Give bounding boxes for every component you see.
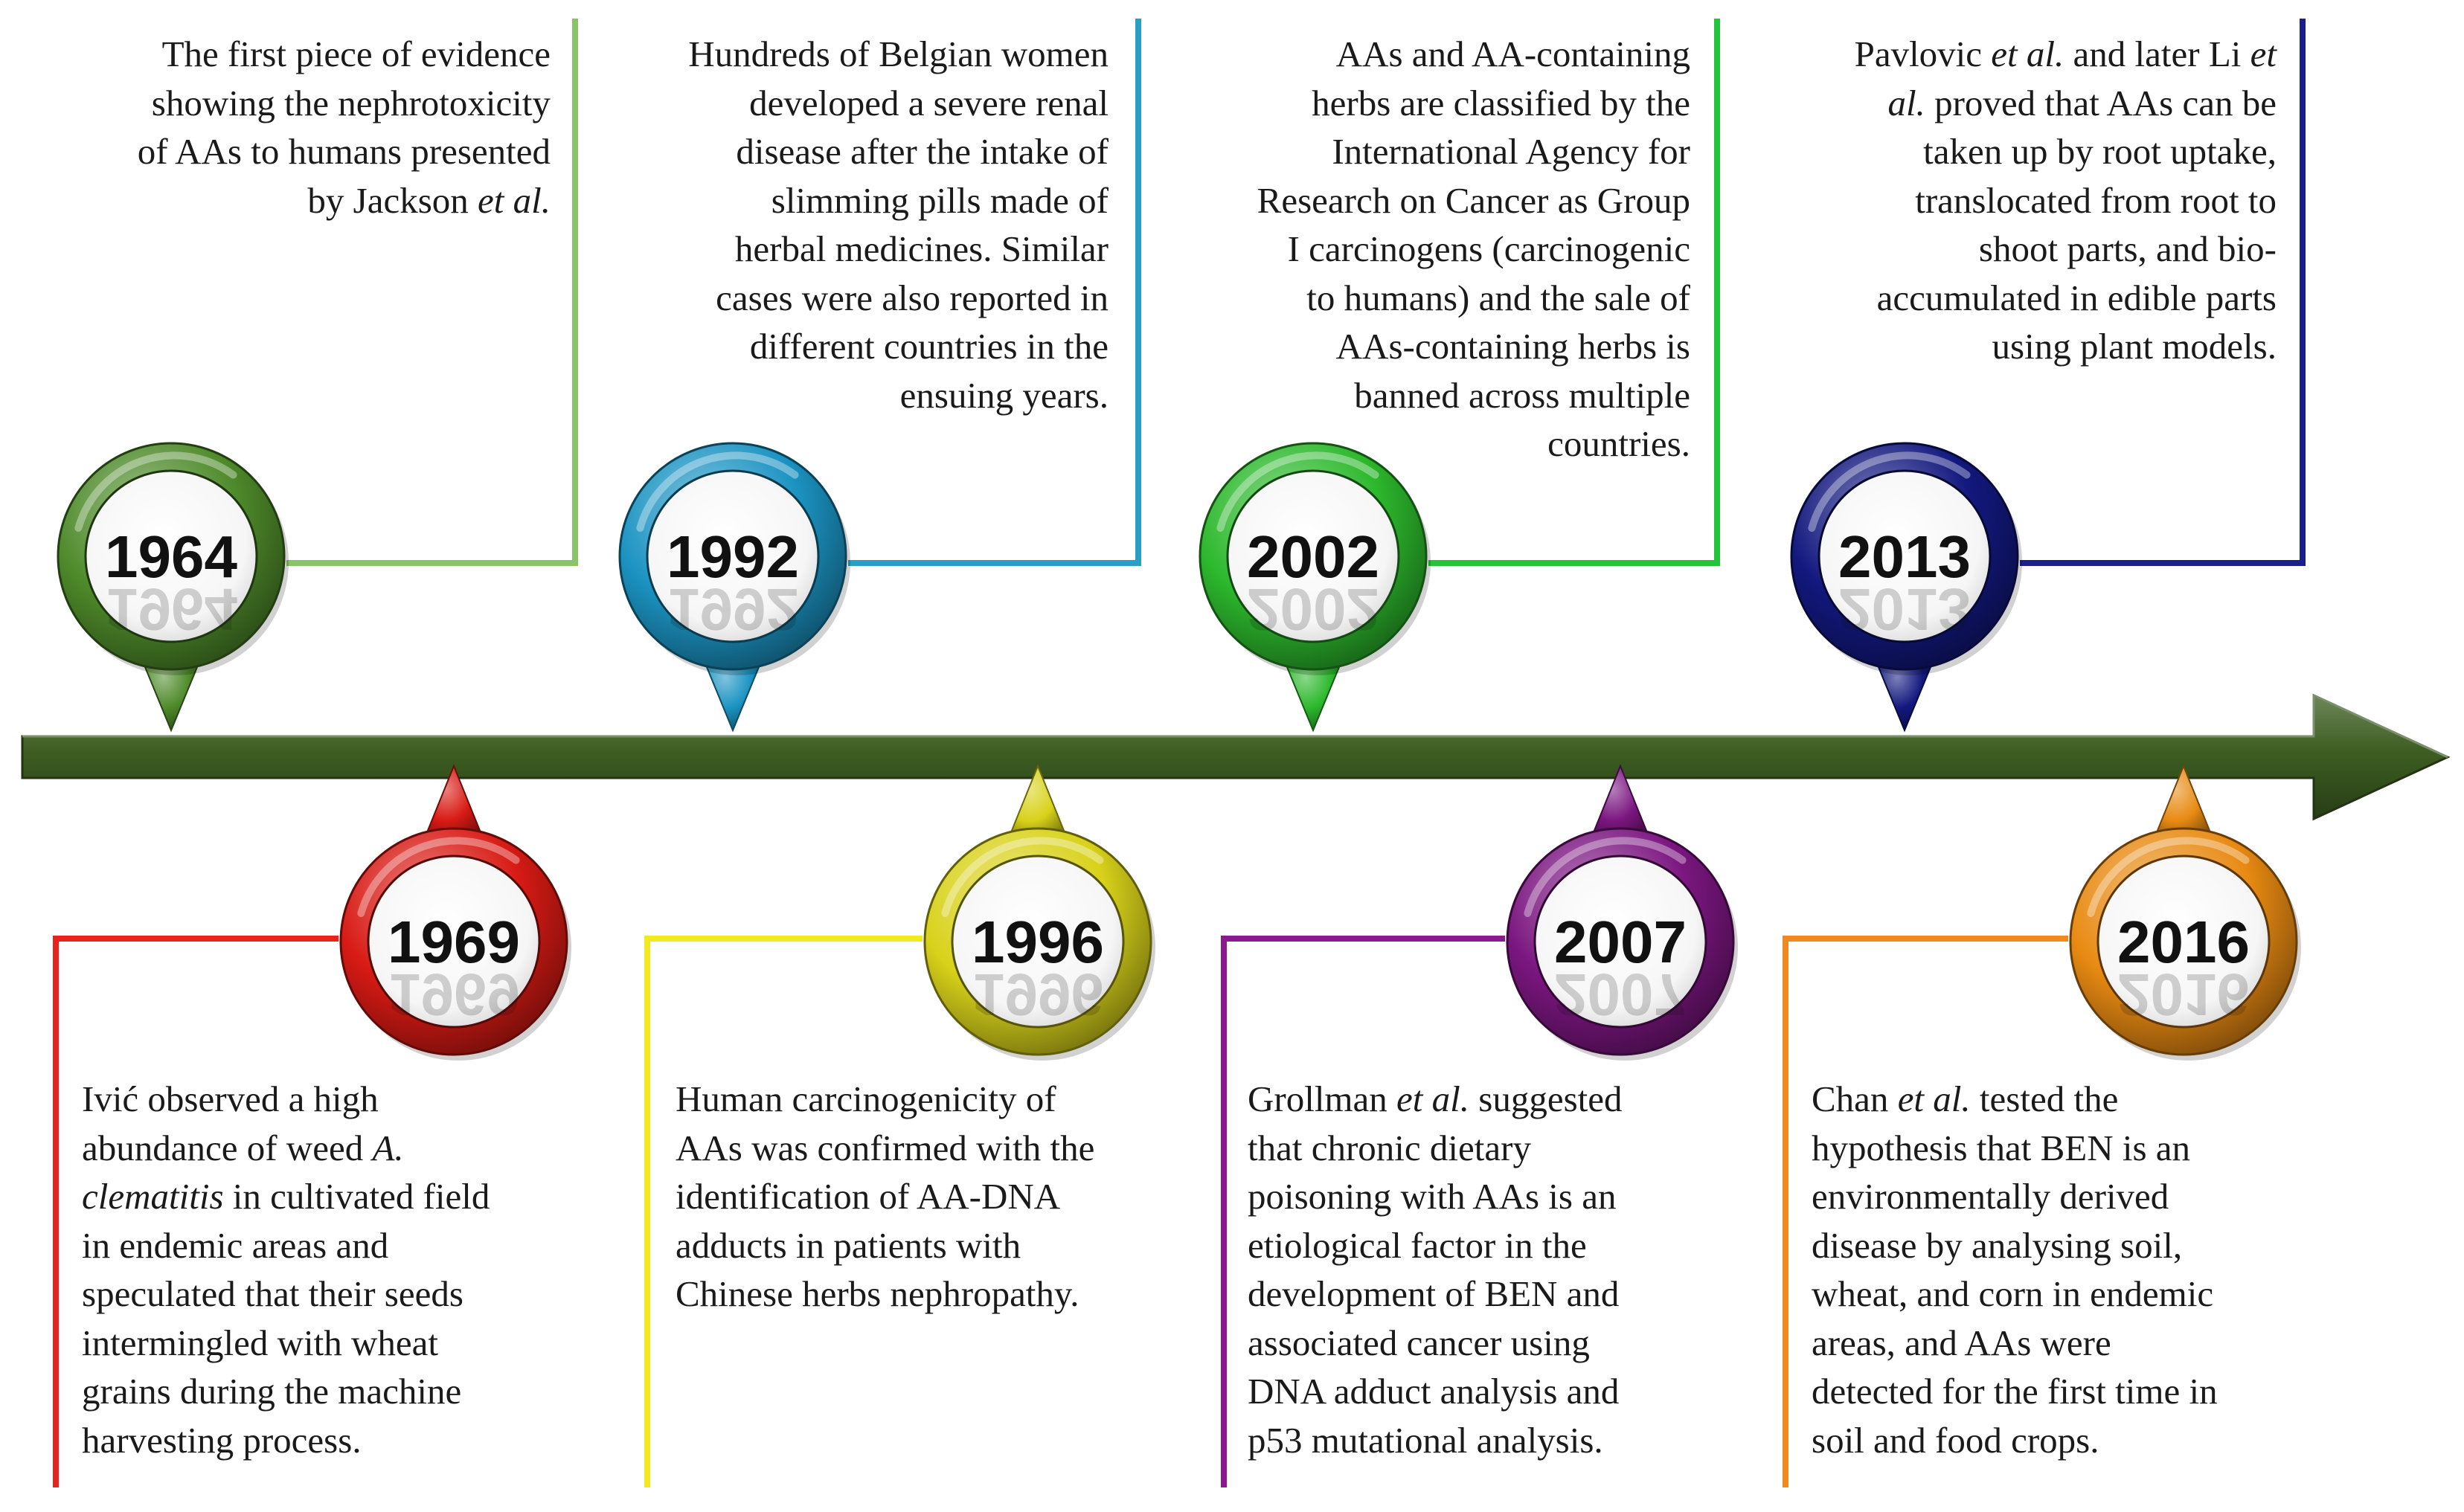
year-label-reflection-1964: 1964 bbox=[105, 576, 237, 643]
description-line: slimming pills made of bbox=[771, 179, 1109, 221]
year-marker-2007 bbox=[1507, 766, 1738, 1061]
year-marker-1969 bbox=[341, 766, 571, 1061]
description-line: Grollman et al. suggested bbox=[1248, 1078, 1623, 1119]
description-line: International Agency for bbox=[1332, 131, 1690, 172]
description-line: taken up by root uptake, bbox=[1923, 131, 2277, 172]
year-label-reflection-2007: 2007 bbox=[1554, 962, 1687, 1028]
description-line: Human carcinogenicity of bbox=[676, 1078, 1056, 1119]
year-marker-1992 bbox=[620, 443, 850, 730]
description-line: banned across multiple bbox=[1354, 374, 1690, 416]
description-line: development of BEN and bbox=[1248, 1273, 1620, 1314]
description-line: DNA adduct analysis and bbox=[1248, 1371, 1620, 1412]
description-line: disease by analysing soil, bbox=[1812, 1224, 2183, 1266]
description-line: speculated that their seeds bbox=[82, 1273, 463, 1314]
description-line: grains during the machine bbox=[82, 1371, 462, 1412]
description-line: disease after the intake of bbox=[736, 131, 1109, 172]
description-line: by Jackson et al. bbox=[307, 179, 551, 221]
description-line: poisoning with AAs is an bbox=[1248, 1176, 1617, 1217]
description-line: ensuing years. bbox=[899, 374, 1109, 416]
year-label-reflection-1992: 1992 bbox=[667, 576, 799, 643]
event-description-1996 bbox=[676, 1075, 1196, 1319]
year-marker-2002 bbox=[1200, 443, 1431, 730]
year-label-reflection-2002: 2002 bbox=[1247, 576, 1379, 643]
year-label-2013: 2013 bbox=[1838, 524, 1971, 590]
description-line: clematitis in cultivated field bbox=[82, 1176, 490, 1217]
timeline-arrow bbox=[22, 695, 2448, 819]
description-line: AAs was confirmed with the bbox=[676, 1127, 1095, 1168]
event-description-2002 bbox=[1175, 30, 1690, 469]
description-line: intermingled with wheat bbox=[82, 1322, 438, 1363]
description-line: AAs-containing herbs is bbox=[1335, 326, 1690, 367]
year-marker-2016 bbox=[2070, 766, 2301, 1061]
description-line: of AAs to humans presented bbox=[137, 131, 551, 172]
description-line: showing the nephrotoxicity bbox=[151, 82, 551, 123]
description-line: etiological factor in the bbox=[1248, 1224, 1587, 1266]
description-line: in endemic areas and bbox=[82, 1224, 389, 1266]
description-line: I carcinogens (carcinogenic bbox=[1287, 228, 1690, 269]
description-line: to humans) and the sale of bbox=[1306, 277, 1690, 318]
year-label-2016: 2016 bbox=[2117, 909, 2250, 975]
description-line: translocated from root to bbox=[1915, 179, 2277, 221]
year-label-1996: 1996 bbox=[972, 909, 1104, 975]
event-description-1969 bbox=[82, 1075, 588, 1464]
year-marker-1996 bbox=[925, 766, 1155, 1061]
event-description-1964 bbox=[45, 30, 551, 225]
description-line: accumulated in edible parts bbox=[1876, 277, 2277, 318]
description-line: shoot parts, and bio- bbox=[1978, 228, 2277, 269]
description-line: wheat, and corn in endemic bbox=[1812, 1273, 2214, 1314]
year-label-1992: 1992 bbox=[667, 524, 799, 590]
description-line: Pavlovic et al. and later Li et bbox=[1854, 33, 2277, 74]
event-description-1992 bbox=[595, 30, 1109, 419]
description-line: Ivić observed a high bbox=[82, 1078, 379, 1119]
event-description-2007 bbox=[1248, 1075, 1754, 1464]
year-label-reflection-1996: 1996 bbox=[972, 962, 1104, 1028]
description-line: Hundreds of Belgian women bbox=[688, 33, 1109, 74]
description-line: that chronic dietary bbox=[1248, 1127, 1531, 1168]
year-marker-1964 bbox=[58, 443, 289, 730]
year-marker-2013 bbox=[1791, 443, 2022, 730]
description-line: The first piece of evidence bbox=[161, 33, 551, 74]
year-label-2007: 2007 bbox=[1554, 909, 1687, 975]
event-description-2013 bbox=[1763, 30, 2277, 371]
description-line: Chan et al. tested the bbox=[1812, 1078, 2119, 1119]
description-line: areas, and AAs were bbox=[1812, 1322, 2111, 1363]
event-description-2016 bbox=[1812, 1075, 2317, 1464]
description-line: al. proved that AAs can be bbox=[1887, 82, 2277, 123]
year-label-2002: 2002 bbox=[1247, 524, 1379, 590]
description-line: identification of AA-DNA bbox=[676, 1176, 1061, 1217]
year-label-reflection-2013: 2013 bbox=[1838, 576, 1971, 643]
description-line: p53 mutational analysis. bbox=[1248, 1419, 1603, 1461]
year-label-1964: 1964 bbox=[105, 524, 237, 590]
year-label-reflection-1969: 1969 bbox=[388, 962, 520, 1028]
description-line: harvesting process. bbox=[82, 1419, 362, 1461]
year-label-reflection-2016: 2016 bbox=[2117, 962, 2250, 1028]
description-line: environmentally derived bbox=[1812, 1176, 2169, 1217]
description-line: abundance of weed A. bbox=[82, 1127, 404, 1168]
year-label-1969: 1969 bbox=[388, 909, 520, 975]
description-line: using plant models. bbox=[1992, 326, 2277, 367]
description-line: Research on Cancer as Group bbox=[1257, 179, 1690, 221]
description-line: detected for the first time in bbox=[1812, 1371, 2218, 1412]
description-line: developed a severe renal bbox=[749, 82, 1109, 123]
description-line: different countries in the bbox=[749, 326, 1109, 367]
description-line: countries. bbox=[1547, 423, 1690, 464]
description-line: cases were also reported in bbox=[716, 277, 1109, 318]
description-line: soil and food crops. bbox=[1812, 1419, 2099, 1461]
description-line: associated cancer using bbox=[1248, 1322, 1590, 1363]
description-line: herbs are classified by the bbox=[1312, 82, 1690, 123]
description-line: adducts in patients with bbox=[676, 1224, 1021, 1266]
description-line: hypothesis that BEN is an bbox=[1812, 1127, 2191, 1168]
description-line: Chinese herbs nephropathy. bbox=[676, 1273, 1079, 1314]
description-line: herbal medicines. Similar bbox=[734, 228, 1109, 269]
description-line: AAs and AA-containing bbox=[1335, 33, 1690, 74]
